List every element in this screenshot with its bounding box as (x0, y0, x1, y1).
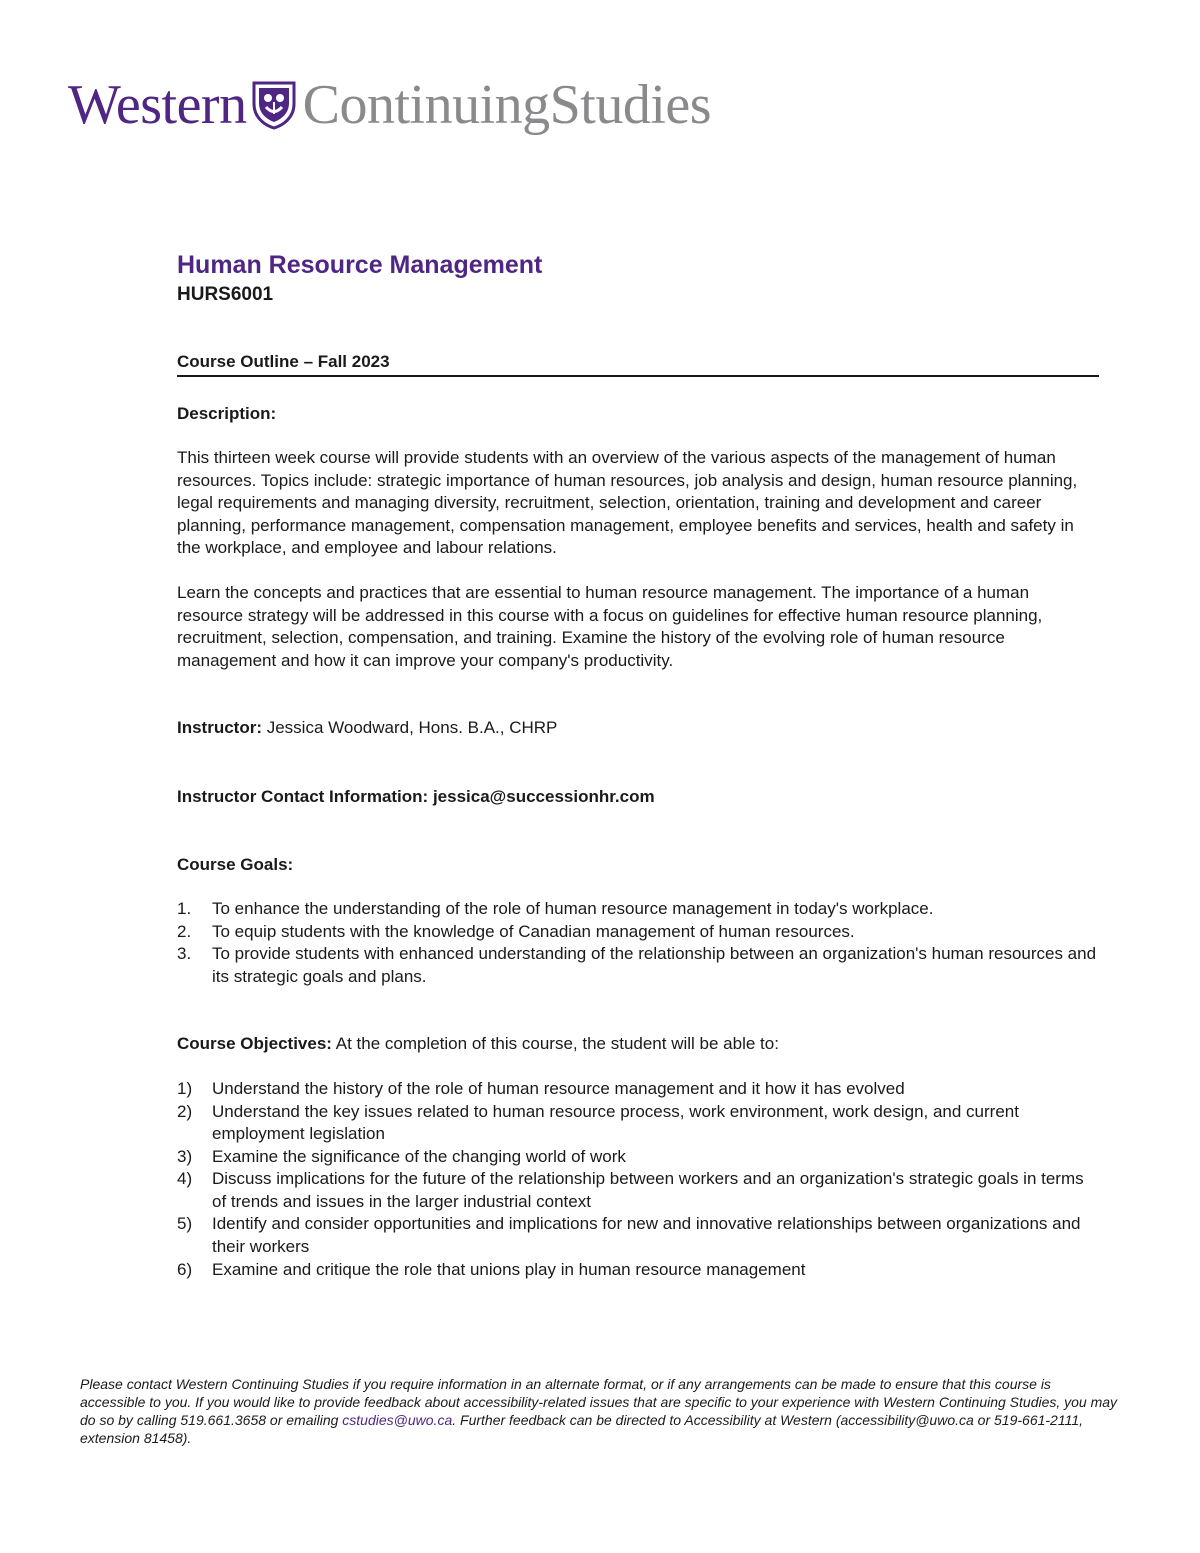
list-item (177, 921, 1099, 944)
instructor-contact-line (177, 785, 1099, 808)
instructor-contact-label: Instructor Contact Information: (177, 786, 429, 806)
list-number: 1) (177, 1078, 193, 1098)
list-number: 3. (177, 944, 192, 964)
course-objectives-list (177, 1078, 1099, 1281)
list-text: Discuss implications for the future of the relationship between workers and an organization's strategic goals in terms of trends and issues in the larger industrial context (212, 1169, 1084, 1211)
list-text: Understand the history of the role of human resource management and it how it has evolved (212, 1078, 905, 1098)
cstudies-email-link[interactable]: cstudies@uwo.ca (342, 1412, 453, 1428)
list-item (177, 1213, 1099, 1258)
list-number: 1. (177, 898, 192, 918)
logo-western-text: Western (68, 74, 247, 136)
course-code: HURS6001 (177, 284, 274, 305)
course-goals-heading: Course Goals: (177, 854, 294, 874)
instructor-email[interactable]: jessica@successionhr.com (428, 786, 655, 806)
description-heading: Description: (177, 404, 277, 423)
description-paragraph-1: This thirteen week course will provide students with an overview of the various aspects of the management of human resources. Topics include: strategic importance of human resources, job analysis and design, human resource planning, legal requirements and managing diversity, recruitment, selection, orientation, training and development and career planning, performance management, compensation management, employee benefits and services, health and safety in the workplace, and employee and labour relations. (177, 448, 1078, 558)
description-paragraph-2: Learn the concepts and practices that are essential to human resource management. The importance of a human resource strategy will be addressed in this course with a focus on guidelines for effective human resource planning, recruitment, selection, compensation, and training. Examine the history of the evolving role of human resource management and how it can improve your company's productivity. (177, 582, 1043, 670)
list-text: To enhance the understanding of the role of human resource management in today's workplace. (212, 898, 934, 918)
list-text: Identify and consider opportunities and implications for new and innovative relationships between organizations and their workers (212, 1214, 1081, 1257)
list-item (177, 898, 1099, 921)
list-number: 6) (177, 1259, 193, 1279)
list-text: Understand the key issues related to human resource process, work environment, work design, and current employment legislation (212, 1101, 1019, 1144)
accessibility-footer (80, 1375, 1120, 1447)
course-title: Human Resource Management (177, 251, 543, 279)
course-objectives-intro: At the completion of this course, the student will be able to: (331, 1034, 779, 1054)
list-number: 5) (177, 1214, 193, 1234)
list-item (177, 1101, 1099, 1146)
instructor-line (177, 717, 1099, 740)
list-item (177, 943, 1099, 988)
list-text: Examine and critique the role that unions play in human resource management (212, 1259, 806, 1279)
list-text: To provide students with enhanced understanding of the relationship between an organization's human resources and its strategic goals and plans. (212, 944, 1097, 986)
list-text: Examine the significance of the changing world of work (212, 1146, 626, 1166)
footer-text: Please contact Western Continuing Studies if you require information in an alternate format, or if any arrangements can be made to ensure that this course is accessible to you. If you would like to provide feedback about accessibility-related issues that are specific to your experience with Western Continuing Studies, you may do so by calling 519.661.3658 or emailing (80, 1376, 1118, 1428)
list-item (177, 1259, 1099, 1282)
list-item (177, 1168, 1099, 1213)
logo-continuing-studies-text: ContinuingStudies (302, 74, 712, 136)
list-text: To equip students with the knowledge of Canadian management of human resources. (212, 921, 855, 941)
footer-text-end: . Further feedback can be directed to Accessibility at Western (accessibility@uwo.ca or 519-661-2111, extension 81458). (80, 1412, 1084, 1446)
course-objectives-line (177, 1033, 1099, 1056)
list-number: 2. (177, 921, 192, 941)
course-goals-list (177, 898, 1099, 988)
list-number: 4) (177, 1169, 193, 1189)
list-item (177, 1146, 1099, 1169)
list-number: 3) (177, 1146, 193, 1166)
course-outline-heading: Course Outline – Fall 2023 (177, 350, 1099, 377)
course-objectives-heading: Course Objectives: (177, 1034, 332, 1054)
list-item (177, 1078, 1099, 1101)
crest-shield-icon (251, 80, 297, 130)
list-number: 2) (177, 1101, 193, 1121)
western-continuing-studies-logo (68, 70, 711, 140)
instructor-label: Instructor: (177, 718, 262, 738)
instructor-name: Jessica Woodward, Hons. B.A., CHRP (262, 718, 558, 738)
course-outline-content (177, 248, 1099, 1281)
